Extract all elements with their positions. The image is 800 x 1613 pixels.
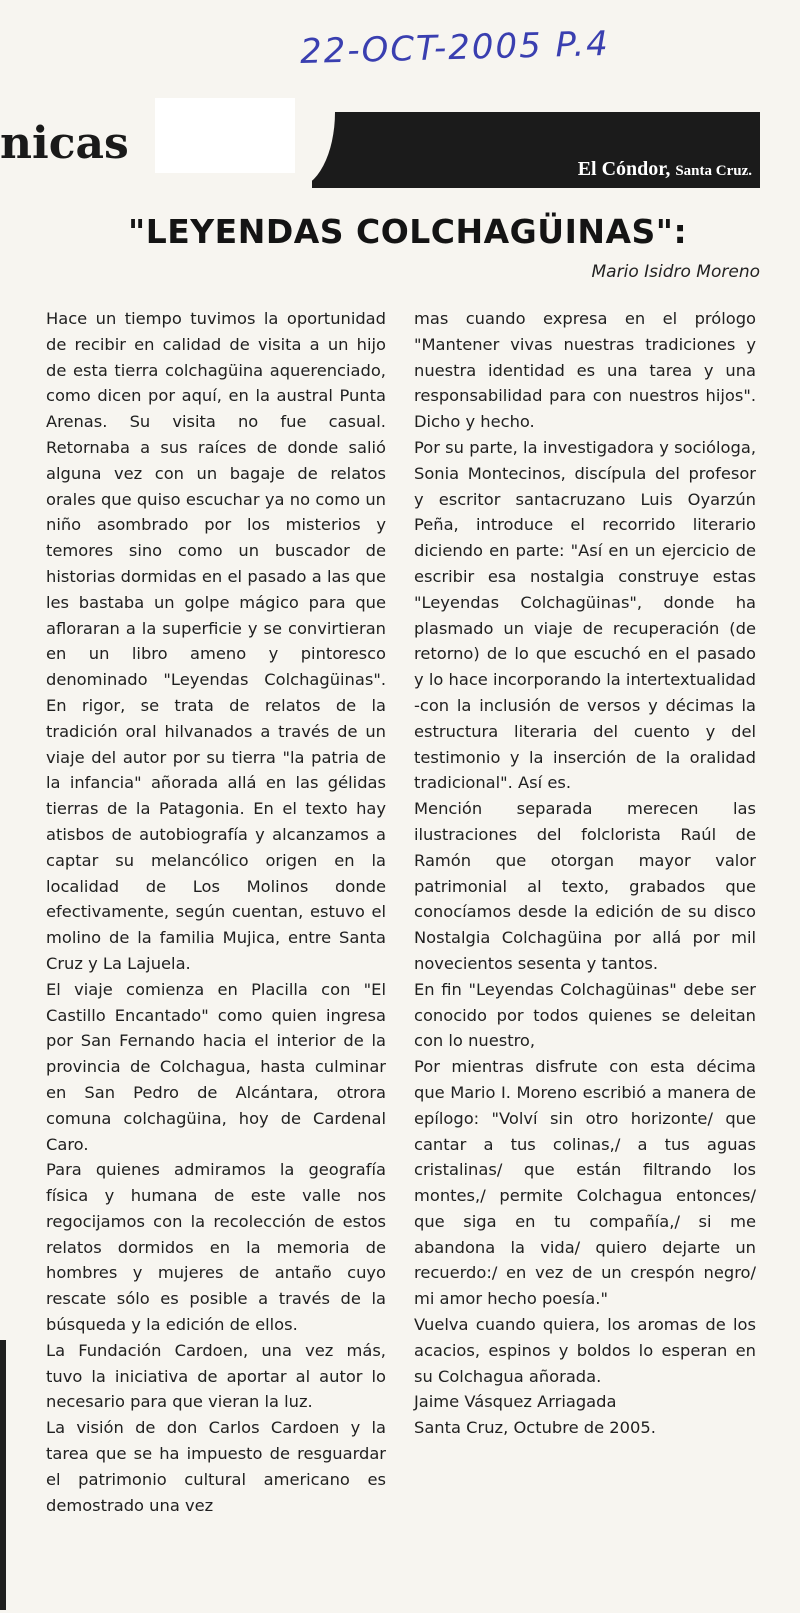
- left-paragraph-5: La visión de don Carlos Cardoen y la tarea que se ha impuesto de resguardar el patrimonio cultural americano es demostrado una vez: [46, 1418, 386, 1515]
- left-paragraph-1: Hace un tiempo tuvimos la oportunidad de recibir en calidad de visita a un hijo de esta tierra colchagüina aquerenciado, como dicen por aquí, en la austral Punta Arenas. Su visita no fue casual. Retornaba a sus raíces de donde salió alguna vez con un bagaje de relatos orales que quiso escuchar ya no como un niño asombrado por los misterios y temores sino como un buscador de historias dormidas en el pasado a las que les bastaba un golpe mágico para que afloraran a la superficie y se convirtieran en un libro ameno y pintoresco denominado "Leyendas Colchagüinas". En rigor, se trata de relatos de la tradición oral hilvanados a través de un viaje del autor por su tierra "la patria de la infancia" añorada allá en las gélidas tierras de la Patagonia. En el texto hay atisbos de autobiografía y alcanzamos a captar su melancólico origen en la localidad de Los Molinos donde efectivamente, según cuentan, estuvo el molino de la familia Mujica, entre Santa Cruz y La Lajuela.: [46, 309, 386, 973]
- handwritten-date-note: 22-OCT-2005 P.4: [299, 23, 611, 73]
- author-signature: Jaime Vásquez Arriagada: [414, 1392, 617, 1412]
- article-column-left: [46, 306, 386, 1518]
- left-margin-rule: [0, 1340, 6, 1610]
- newspaper-place: Santa Cruz.: [675, 163, 752, 179]
- left-paragraph-4: La Fundación Cardoen, una vez más, tuvo la iniciativa de aportar al autor lo necesario para que vieran la luz.: [46, 1340, 386, 1412]
- article-byline: Mario Isidro Moreno: [591, 262, 760, 282]
- right-paragraph-4: En fin "Leyendas Colchagüinas" debe ser conocido por todos quienes se deleitan con lo nuestro,: [414, 979, 756, 1051]
- left-paragraph-2: El viaje comienza en Placilla con "El Castillo Encantado" como quien ingresa por San Fernando hacia el interior de la provincia de Colchagua, hasta culminar en San Pedro de Alcántara, otrora comuna colchagüina, hoy de Cardenal Caro.: [46, 979, 386, 1154]
- section-title: nicas: [0, 118, 129, 169]
- signature-place-date: Santa Cruz, Octubre de 2005.: [414, 1418, 656, 1438]
- article-column-right: [414, 306, 756, 1441]
- right-paragraph-2: Por su parte, la investigadora y socióloga, Sonia Montecinos, discípula del profesor y escritor santacruzano Luis Oyarzún Peña, introduce el recorrido literario diciendo en parte: "Así en un ejercicio de escribir esa nostalgia construye estas "Leyendas Colchagüinas", donde ha plasmado un viaje de recuperación (de retorno) de lo que escuchó en el pasado y lo hace incorporando la intertextualidad -con la inclusión de versos y décimas la estructura literaria del cuento y del testimonio y la inserción de la oralidad tradicional". Así es.: [414, 437, 756, 793]
- newspaper-name: [578, 158, 752, 181]
- left-paragraph-3: Para quienes admiramos la geografía física y humana de este valle nos regocijamos con la recolección de estos relatos dormidos en la memoria de hombres y mujeres de antaño cuyo rescate sólo es posible a través de la búsqueda y la edición de ellos.: [46, 1160, 386, 1335]
- right-paragraph-1: mas cuando expresa en el prólogo "Mantener vivas nuestras tradiciones y nuestra identidad es una tarea y una responsabilidad para con nuestros hijos". Dicho y hecho.: [414, 309, 756, 432]
- right-paragraph-3: Mención separada merecen las ilustraciones del folclorista Raúl de Ramón que otorgan mayor valor patrimonial al texto, grabados que conocíamos desde la edición de su disco Nostalgia Colchagüina por allá por mil novecientos sesenta y tantos.: [414, 799, 756, 973]
- right-paragraph-5: Por mientras disfrute con esta décima que Mario I. Moreno escribió a manera de epílogo: "Volví sin otro horizonte/ que cantar a tus colinas,/ a tus aguas cristalinas/ que están filtrando los montes,/ permite Colchagua entonces/ que siga en tu compañía,/ si me abandona la vida/ quiero dejarte un recuerdo:/ en vez de un crespón negro/ mi amor hecho poesía.": [414, 1057, 756, 1309]
- newspaper-title: El Cóndor,: [577, 158, 671, 180]
- right-paragraph-6: Vuelva cuando quiera, los aromas de los acacios, espinos y boldos lo esperan en su Colchagua añorada.: [414, 1315, 756, 1386]
- article-headline: "LEYENDAS COLCHAGÜINAS":: [128, 212, 688, 251]
- white-label-patch: [155, 98, 295, 173]
